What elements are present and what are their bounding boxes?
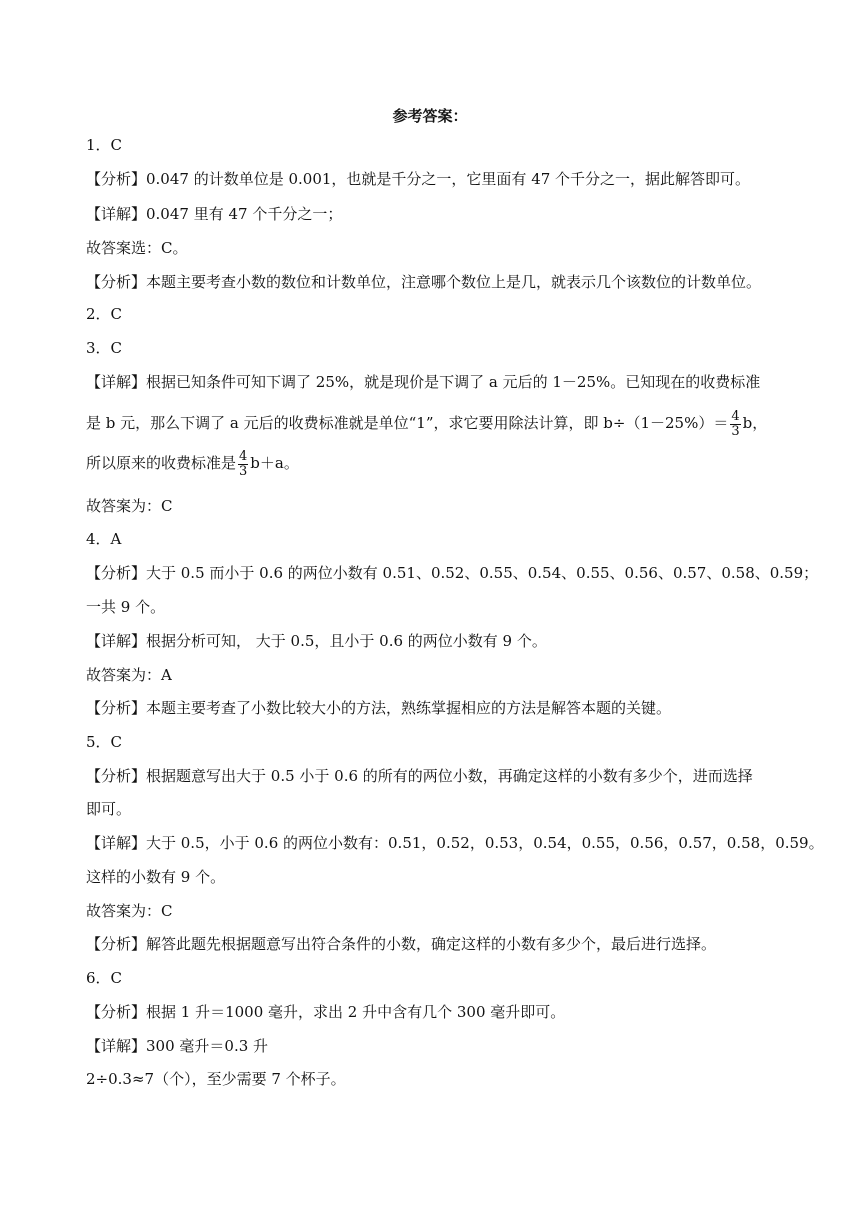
conclusion-line: 故答案为：C bbox=[86, 902, 173, 920]
line-text: b， bbox=[742, 414, 768, 432]
answer-number-3: 3．C bbox=[86, 339, 123, 357]
line-text: 是 b 元，那么下调了 a 元后的收费标准就是单位“1”，求它要用除法计算，即 b÷（1－25%）＝ bbox=[86, 414, 729, 432]
conclusion-line: 故答案为：C bbox=[86, 497, 173, 515]
analysis-line: 【分析】根据题意写出大于 0.5 小于 0.6 的所有的两位小数，再确定这样的小数有多少个，进而选择 bbox=[86, 767, 753, 785]
detail-line: 【详解】0.047 里有 47 个千分之一； bbox=[86, 205, 343, 223]
conclusion-line: 故答案为：A bbox=[86, 666, 172, 684]
fraction-numerator: 4 bbox=[731, 408, 740, 424]
page-title: 参考答案： bbox=[392, 107, 468, 125]
analysis-line: 【分析】0.047 的计数单位是 0.001，也就是千分之一，它里面有 47 个千分之一，据此解答即可。 bbox=[86, 170, 751, 188]
fraction-denominator: 3 bbox=[731, 423, 740, 439]
detail-line: 【详解】300 毫升＝0.3 升 bbox=[86, 1037, 269, 1055]
analysis-line-cont: 即可。 bbox=[86, 800, 132, 818]
detail-line-with-fraction bbox=[86, 405, 786, 441]
detail-line-cont: 这样的小数有 9 个。 bbox=[86, 868, 226, 886]
detail-line: 【详解】大于 0.5，小于 0.6 的两位小数有：0.51，0.52，0.53，0.54，0.55，0.56，0.57，0.58，0.59。 bbox=[86, 834, 824, 852]
analysis-line-cont: 一共 9 个。 bbox=[86, 598, 166, 616]
fraction bbox=[730, 410, 740, 439]
fraction-numerator: 4 bbox=[239, 448, 248, 464]
conclusion-line: 故答案选：C。 bbox=[86, 239, 188, 257]
answer-number-2: 2．C bbox=[86, 305, 123, 323]
line-text: 所以原来的收费标准是 bbox=[86, 454, 237, 472]
answer-number-1: 1．C bbox=[86, 136, 123, 154]
analysis-line: 【分析】根据 1 升＝1000 毫升，求出 2 升中含有几个 300 毫升即可。 bbox=[86, 1003, 566, 1021]
line-text: b＋a。 bbox=[250, 454, 299, 472]
answer-number-5: 5．C bbox=[86, 733, 123, 751]
answer-number-6: 6．C bbox=[86, 969, 123, 987]
analysis-line: 【分析】解答此题先根据题意写出符合条件的小数，确定这样的小数有多少个，最后进行选择。 bbox=[86, 935, 717, 953]
detail-line-cont: 2÷0.3≈7（个），至少需要 7 个杯子。 bbox=[86, 1070, 346, 1088]
answer-number-4: 4．A bbox=[86, 530, 122, 548]
analysis-line: 【分析】本题主要考查小数的数位和计数单位，注意哪个数位上是几，就表示几个该数位的计数单位。 bbox=[86, 273, 762, 291]
detail-line: 【详解】根据分析可知， 大于 0.5，且小于 0.6 的两位小数有 9 个。 bbox=[86, 632, 547, 650]
detail-line-with-fraction bbox=[86, 445, 786, 481]
fraction bbox=[238, 450, 248, 479]
detail-line: 【详解】根据已知条件可知下调了 25%，就是现价是下调了 a 元后的 1－25%。已知现在的收费标准 bbox=[86, 373, 761, 391]
fraction-denominator: 3 bbox=[239, 463, 248, 479]
analysis-line: 【分析】本题主要考查了小数比较大小的方法，熟练掌握相应的方法是解答本题的关键。 bbox=[86, 699, 672, 717]
analysis-line: 【分析】大于 0.5 而小于 0.6 的两位小数有 0.51、0.52、0.55、0.54、0.55、0.56、0.57、0.58、0.59； bbox=[86, 564, 819, 582]
